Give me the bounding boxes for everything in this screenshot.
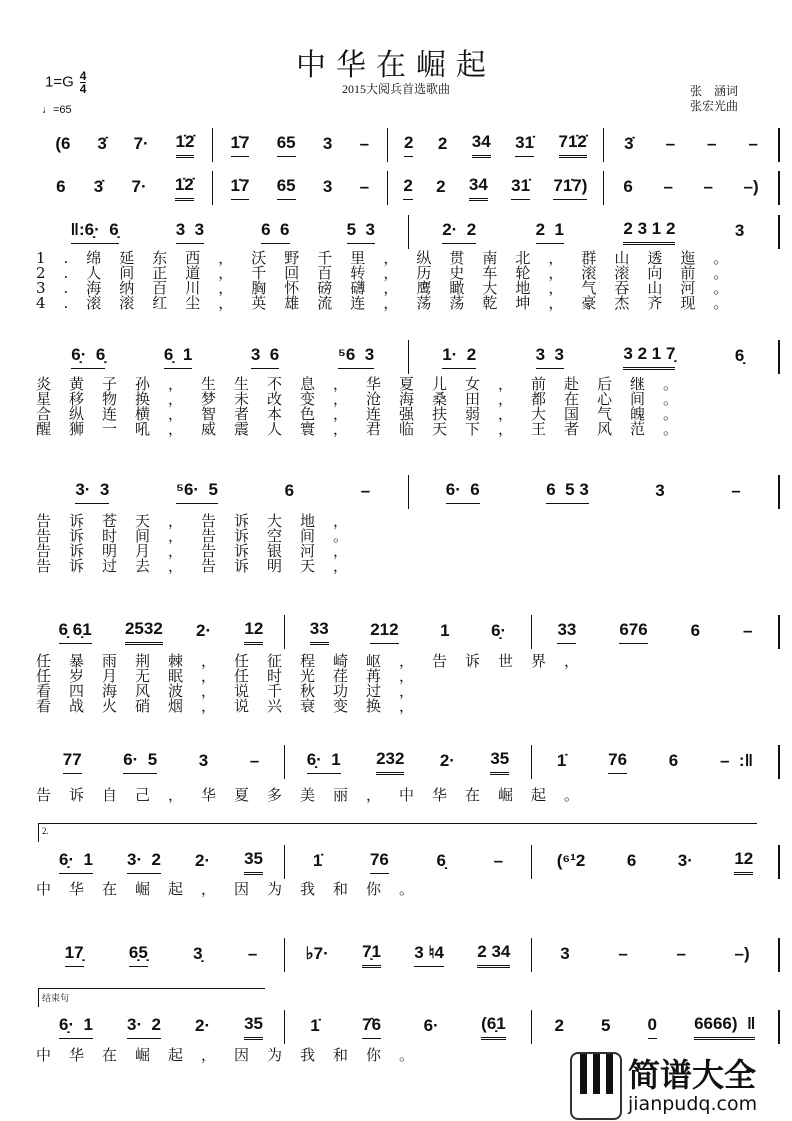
lyric-line: 任暴雨荆棘，任征程崎岖，告诉世界， (36, 652, 598, 670)
staff-system (38, 745, 780, 779)
lyric-line: 告诉时间，告诉空间。 (36, 527, 367, 545)
measure (285, 938, 532, 972)
note-group: ⁵6· 5 (176, 480, 218, 504)
note-group: 6̣· 1 (307, 750, 341, 774)
note-group: 65 (277, 133, 296, 157)
note-group: 3· (677, 850, 693, 870)
piano-keys-icon (570, 1052, 622, 1120)
note-group: 6̣ 6̣1 (59, 620, 92, 644)
note-group: 6· 5 (123, 750, 157, 774)
note-group: 76 (608, 750, 627, 774)
lyric-line: 看战火硝烟，说兴衰变换， (36, 697, 433, 715)
note-group: 6̣· 6̣ (71, 345, 105, 369)
staff-system (38, 171, 780, 205)
note-group: 232 (376, 749, 404, 775)
note-group: 6̣5̣ (129, 943, 148, 967)
note-group: 6̣· 1 (59, 1015, 93, 1039)
logo-url: jianpudq.com (628, 1092, 758, 1115)
note-group: 6 (690, 620, 701, 640)
key: 1=G (45, 73, 74, 91)
measure (213, 128, 388, 162)
lyric-line: 告诉明月，告诉银河， (36, 542, 367, 560)
note-group: 7· (131, 176, 147, 196)
lyric-line: 告诉过去，告诉明天， (36, 557, 367, 575)
note-group: 3 (734, 220, 745, 240)
note-group: 2· (194, 850, 211, 870)
note-group: 0 (648, 1015, 657, 1039)
note-group: 2 34 (477, 942, 510, 968)
measure (38, 475, 409, 509)
staff-system (38, 128, 780, 162)
note-group: 6 (284, 480, 295, 500)
lyric-line: 炎黄子孙，生生不息，华夏儿女，前赴后继。 (36, 375, 697, 393)
note-group: 3̇ (97, 133, 107, 153)
logo-name: 简谱大全 (628, 1055, 757, 1094)
note-group: 1̇ (310, 1015, 320, 1035)
composer: 张宏光曲 (690, 99, 739, 113)
note-group: 6̣ 1 (164, 345, 192, 369)
note-group: 31̇ (511, 176, 530, 200)
note-group: 5 (601, 1015, 611, 1035)
lyric-line: 告诉自己，华夏多美丽，中华在崛起。 (36, 786, 598, 804)
note-group: – (748, 133, 758, 153)
note-group: 12 (734, 849, 753, 875)
measure (532, 615, 780, 649)
measure (532, 938, 780, 972)
measure (285, 745, 532, 779)
note-group: 33 (310, 619, 329, 645)
note-group: 2 (554, 1015, 564, 1035)
note-group: 1· 2 (442, 345, 476, 369)
measure (213, 171, 388, 205)
measure (604, 171, 780, 205)
note-group: 2 (403, 176, 412, 200)
note-group: 7̂6 (362, 1015, 381, 1039)
note-group: – (703, 176, 713, 196)
note-group: 3 (322, 176, 333, 196)
note-group: 6̣ (436, 850, 446, 870)
note-group: 2· (196, 620, 212, 640)
lyric-line: 中华在崛起，因为我和你。 (36, 1046, 433, 1064)
note-group: 2· 2 (442, 220, 476, 244)
measure (604, 128, 780, 162)
measure (38, 1010, 285, 1044)
note-group: 1̇7 (231, 176, 250, 200)
note-group: – (707, 133, 717, 153)
time-bottom: 4 (79, 82, 87, 96)
measure (38, 128, 213, 162)
measure (388, 171, 604, 205)
measure (409, 340, 781, 374)
note-group: – (731, 480, 741, 500)
note-group: 6666) ‖ (694, 1014, 755, 1040)
note-group: 3 (655, 480, 665, 500)
measure (38, 215, 409, 249)
time-top: 4 (79, 69, 87, 83)
note-group: 2532 (125, 619, 163, 645)
lyricist: 张 涵词 (690, 84, 739, 98)
staff-system (38, 615, 780, 649)
note-group: 7̣1 (362, 942, 381, 968)
note-group: 2· (194, 1015, 211, 1035)
measure (38, 845, 285, 879)
note-group: – (360, 480, 371, 500)
measure (532, 845, 780, 879)
note-group: 3 6 (251, 345, 279, 369)
measure (532, 1010, 780, 1044)
note-group: 6̣ (734, 345, 745, 365)
note-group: – (663, 176, 673, 196)
note-group: 12 (244, 619, 263, 645)
note-group: 3· 2 (127, 850, 161, 874)
note-group: 3 2 1 7̣ (623, 344, 675, 370)
lyric-line: 告诉苍天，告诉大地， (36, 512, 367, 530)
note-group: 6· 6 (446, 480, 480, 504)
note-group: 6 (56, 176, 66, 196)
note-group: 1̇2̇ (176, 132, 195, 158)
note-group: – :‖ (720, 750, 754, 770)
note-group: – (493, 850, 504, 870)
note-group: 3̇ (93, 176, 104, 196)
lyric-line: 星移物换，梦未改变，沧海桑田，都在心间。 (36, 390, 697, 408)
note-group: – (665, 133, 676, 153)
tempo-marking: ♩=65 (42, 104, 72, 116)
note-group: – (743, 620, 753, 640)
note-group: 76 (370, 850, 389, 874)
note-group: 3 (322, 133, 333, 153)
lyric-line: 4.滚滚红尘，英雄流连，荡荡乾坤，豪杰齐现。 (36, 294, 747, 312)
note-group: 3 3 (176, 220, 204, 244)
song-title: 中华在崛起 (296, 48, 496, 83)
note-group: 6̣· 1 (59, 850, 93, 874)
time-signature (80, 70, 87, 95)
note-group: 77 (63, 750, 82, 774)
staff-system (38, 215, 780, 249)
note-group: 2 (437, 133, 448, 153)
note-group: 3 (198, 750, 209, 770)
note-group: 2 3 1 2 (623, 219, 675, 245)
note-group: 1̇ (312, 850, 323, 870)
note-group: 6̣· (491, 620, 507, 640)
note-group: 2· (439, 750, 455, 770)
note-group: – (247, 943, 258, 963)
staff-system (38, 475, 780, 509)
volta-bracket: 结束句 (38, 988, 265, 1007)
measure (38, 171, 213, 205)
note-group: 3 3 (536, 345, 564, 369)
lyric-line: 醒狮一吼，威震人寰，君临天下，王者风范。 (36, 420, 697, 438)
credits (690, 84, 738, 114)
note-group: –) (743, 176, 759, 196)
note-group: ⁵6 3 (338, 345, 374, 369)
note-group: 35 (244, 1014, 263, 1040)
note-group: 1̇7 (231, 133, 250, 157)
note-group: 6 5 3 (546, 480, 589, 504)
measure (285, 845, 532, 879)
note-group: 6 (668, 750, 679, 770)
note-group: 6 (623, 176, 633, 196)
note-group: 3̣ (193, 943, 203, 963)
lyric-line: 2.人间正道，千回百转，历史车轮，滚滚向前。 (36, 264, 747, 282)
site-logo (570, 1050, 792, 1121)
measure (532, 745, 780, 779)
note-group: (⁶¹2 (556, 850, 586, 870)
note-group: ‖:6̣· 6̣ (71, 220, 119, 244)
measure (285, 615, 532, 649)
note-group: 65 (277, 176, 296, 200)
note-group: 35 (244, 849, 263, 875)
measure (38, 938, 285, 972)
note-group: –) (734, 943, 750, 963)
note-group: 2 (436, 176, 446, 196)
note-group: 6· (423, 1015, 439, 1035)
staff-system (38, 1010, 780, 1044)
note-group: 33 (557, 620, 576, 644)
note-group: ♭7· (305, 943, 329, 963)
note-group: 1̇2̇ (175, 175, 194, 201)
note-group: 7· (133, 133, 149, 153)
note-group: – (359, 133, 370, 153)
song-subtitle: 2015大阅兵首选歌曲 (341, 82, 450, 96)
note-group: – (676, 943, 686, 963)
note-group: 676 (619, 620, 647, 644)
note-group: 212 (370, 620, 398, 644)
note-group: 1 (440, 620, 450, 640)
note-group: 3· 2 (127, 1015, 161, 1039)
note-group: 3 ♮4 (414, 943, 444, 967)
note-group: 35 (490, 749, 509, 775)
measure (38, 340, 409, 374)
note-group: 31̇ (515, 133, 534, 157)
staff-system (38, 938, 780, 972)
note-group: – (359, 176, 370, 196)
note-group: 71̇7) (553, 176, 587, 200)
lyric-line: 看四海风波，说千秋功过， (36, 682, 433, 700)
measure (409, 215, 781, 249)
measure (285, 1010, 532, 1044)
measure (409, 475, 781, 509)
key-signature (45, 70, 86, 95)
note-group: 3̇ (624, 133, 634, 153)
note-group: 3 (560, 943, 570, 963)
lyric-line: 1.绵延东西，沃野千里，纵贯南北，群山透迤。 (36, 249, 747, 267)
note-group: 6 (626, 850, 637, 870)
lyric-line: 合纵连横，智者本色，连强扶弱，大国气魄。 (36, 405, 697, 423)
measure (38, 745, 285, 779)
volta-bracket: 2. (38, 823, 757, 842)
lyric-line: 任岁月无眠，任时光荏苒， (36, 667, 433, 685)
staff-system (38, 845, 780, 879)
measure (38, 615, 285, 649)
note-group: 17̣ (65, 943, 84, 967)
measure (388, 128, 604, 162)
note-group: 34 (469, 175, 488, 201)
note-group: – (249, 750, 260, 770)
note-group: 5 3 (347, 220, 375, 244)
note-group: 2 1 (536, 220, 564, 244)
note-group: – (618, 943, 628, 963)
lyric-line: 3.海纳百川，胸怀磅礴，鹰瞰大地，气吞山河。 (36, 279, 747, 297)
note-group: 1̇ (556, 750, 567, 770)
note-group: 2 (404, 133, 413, 157)
staff-system (38, 340, 780, 374)
lyric-line: 中华在崛起，因为我和你。 (36, 880, 433, 898)
note-group: 3· 3 (75, 480, 109, 504)
note-group: (6̣1 (481, 1014, 506, 1040)
note-group: 6 6 (261, 220, 289, 244)
note-group: (6 (55, 133, 71, 153)
note-group: 34 (472, 132, 491, 158)
note-group: 71̇2̇ (559, 132, 587, 158)
